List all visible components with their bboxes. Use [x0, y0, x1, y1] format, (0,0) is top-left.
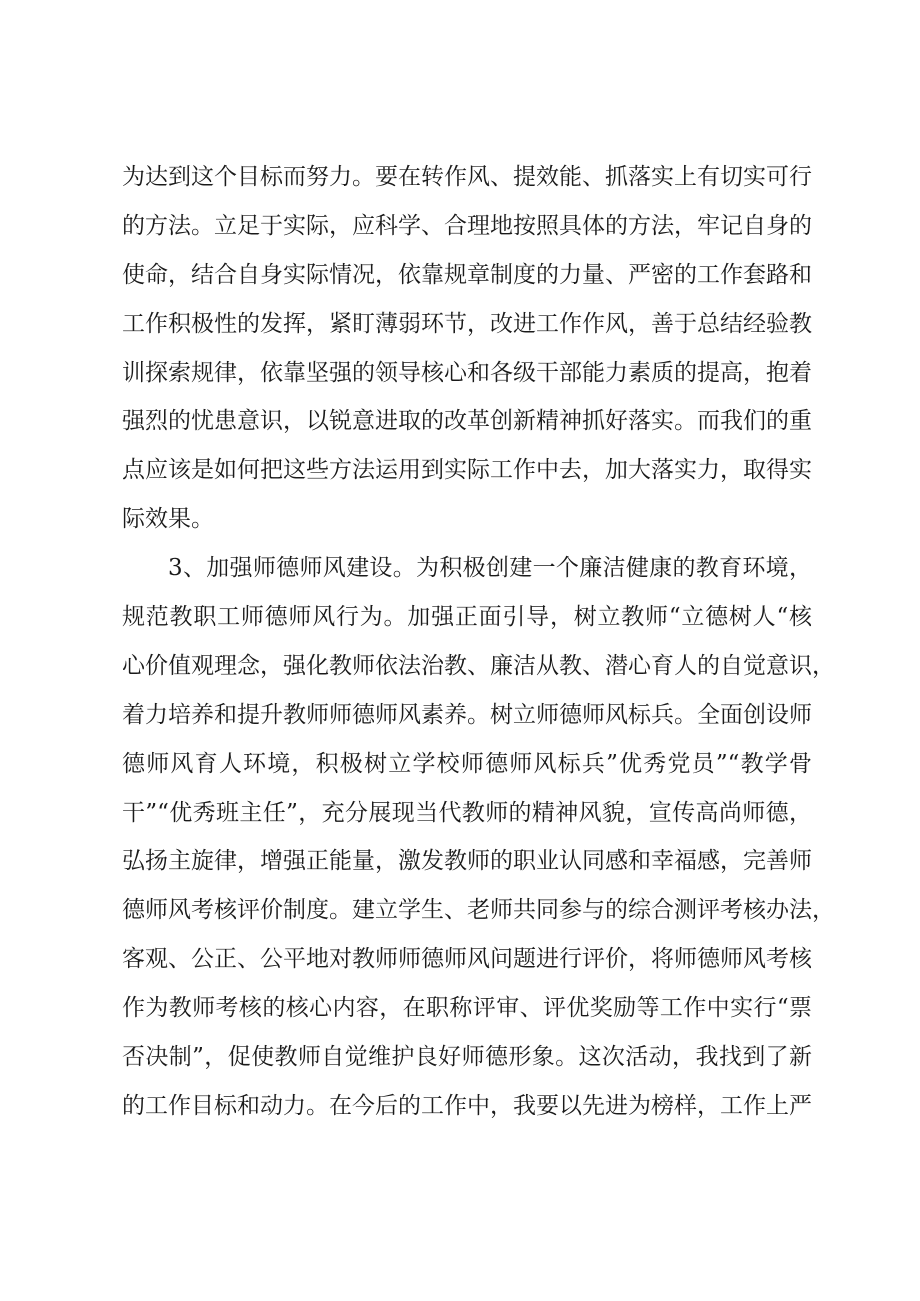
paragraph-1-line: 训探索规律，依靠坚强的领导核心和各级干部能力素质的提高，抱着 [122, 359, 812, 386]
paragraph-2-line: 干”“优秀班主任”，充分展现当代教师的精神风貌，宣传高尚师德， [122, 799, 812, 826]
paragraph-1-line: 工作积极性的发挥，紧盯薄弱环节，改进工作作风，善于总结经验教 [122, 310, 812, 337]
paragraph-2-line: 心价值观理念，强化教师依法治教、廉洁从教、潜心育人的自觉意识， [122, 652, 835, 679]
paragraph-1-line: 的方法。立足于实际，应科学、合理地按照具体的方法，牢记自身的 [122, 212, 812, 239]
paragraph-2-line: 弘扬主旋律，增强正能量，激发教师的职业认同感和幸福感，完善师 [122, 848, 812, 875]
paragraph-2-line: 德师风考核评价制度。建立学生、老师共同参与的综合测评考核办法， [122, 897, 835, 924]
paragraph-2-line: 的工作目标和动力。在今后的工作中，我要以先进为榜样，工作上严 [122, 1092, 812, 1119]
paragraph-1-line: 际效果。 [122, 506, 214, 533]
paragraph-2-line: 否决制”，促使教师自觉维护良好师德形象。这次活动，我找到了新 [122, 1044, 812, 1071]
paragraph-2-line: 客观、公正、公平地对教师师德师风问题进行评价，将师德师风考核 [122, 946, 812, 973]
body-text [122, 153, 835, 1131]
paragraph-1-line: 点应该是如何把这些方法运用到实际工作中去，加大落实力，取得实 [122, 457, 812, 484]
paragraph-2-line: 3、加强师德师风建设。为积极创建一个廉洁健康的教育环境， [168, 555, 812, 582]
paragraph-1-line: 强烈的忧患意识，以锐意进取的改革创新精神抓好落实。而我们的重 [122, 408, 812, 435]
paragraph-1-line: 使命，结合自身实际情况，依靠规章制度的力量、严密的工作套路和 [122, 261, 812, 288]
paragraph-1-line: 为达到这个目标而努力。要在转作风、提效能、抓落实上有切实可行 [122, 164, 812, 190]
paragraph-2-line: 规范教职工师德师风行为。加强正面引导，树立教师“立德树人“核 [122, 604, 812, 631]
paragraph-2-line: 德师风育人环境，积极树立学校师德师风标兵”优秀党员”“教学骨 [122, 750, 812, 777]
paragraph-2-line: 着力培养和提升教师师德师风素养。树立师德师风标兵。全面创设师 [122, 701, 812, 728]
paragraph-2-line: 作为教师考核的核心内容，在职称评审、评优奖励等工作中实行“票 [122, 995, 812, 1022]
